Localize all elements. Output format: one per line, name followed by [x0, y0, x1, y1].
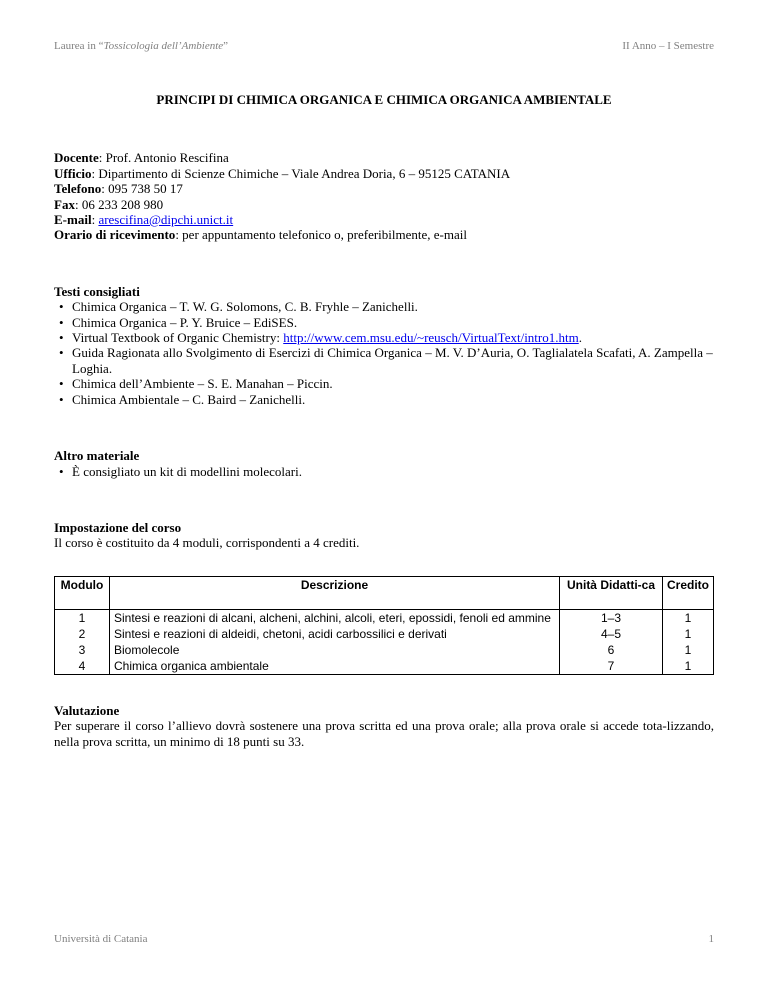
impostazione-text: Il corso è costituito da 4 moduli, corrispondenti a 4 crediti.	[54, 535, 360, 551]
orario-line: Orario di ricevimento: per appuntamento telefonico o, preferibilmente, e-mail	[54, 227, 467, 243]
email-link[interactable]: arescifina@dipchi.unict.it	[98, 212, 234, 228]
cell-credito: 1	[663, 642, 714, 658]
list-item: • Virtual Textbook of Organic Chemistry: http://www.cem.msu.edu/~reusch/VirtualText/intro1.htm.	[54, 330, 714, 345]
testi-heading: Testi consigliati	[54, 283, 140, 299]
testi-list	[54, 299, 714, 407]
table-row	[55, 609, 714, 626]
altro-heading: Altro materiale	[54, 448, 140, 464]
footer-left: Università di Catania	[54, 933, 148, 945]
col-descrizione: Descrizione	[110, 576, 560, 609]
list-item: • Chimica dell’Ambiente – S. E. Manahan – Piccin.	[54, 376, 714, 391]
document-title: PRINCIPI DI CHIMICA ORGANICA E CHIMICA ORGANICA AMBIENTALE	[156, 92, 612, 107]
header-right: II Anno – I Semestre	[622, 40, 714, 52]
col-unita: Unità Didatti-ca	[560, 576, 663, 609]
cell-descrizione: Biomolecole	[110, 642, 560, 658]
virtual-textbook-link[interactable]: http://www.cem.msu.edu/~reusch/VirtualText/intro1.htm	[283, 330, 579, 346]
table-row	[55, 642, 714, 658]
cell-descrizione: Chimica organica ambientale	[110, 658, 560, 675]
page-content	[54, 92, 714, 749]
impostazione-heading: Impostazione del corso	[54, 519, 182, 535]
docente-line: Docente: Prof. Antonio Rescifina	[54, 150, 229, 166]
cell-modulo: 3	[55, 642, 110, 658]
list-item: • Chimica Organica – T. W. G. Solomons, C. B. Fryhle – Zanichelli.	[54, 299, 714, 314]
page-number: 1	[708, 933, 714, 945]
page-footer	[54, 933, 714, 945]
cell-unita: 1–3	[560, 609, 663, 626]
valutazione-section	[54, 703, 714, 749]
testi-section	[54, 284, 714, 407]
table-row	[55, 626, 714, 642]
cell-unita: 4–5	[560, 626, 663, 642]
list-item: • Chimica Ambientale – C. Baird – Zanichelli.	[54, 392, 714, 407]
valutazione-heading: Valutazione	[54, 702, 120, 718]
cell-unita: 6	[560, 642, 663, 658]
col-credito: Credito	[663, 576, 714, 609]
contact-info	[54, 150, 714, 242]
cell-descrizione: Sintesi e reazioni di aldeidi, chetoni, acidi carbossilici e derivati	[110, 626, 560, 642]
cell-modulo: 2	[55, 626, 110, 642]
list-item: • È consigliato un kit di modellini molecolari.	[54, 464, 714, 479]
table-row	[55, 658, 714, 675]
altro-list	[54, 464, 714, 479]
cell-descrizione: Sintesi e reazioni di alcani, alcheni, alchini, alcoli, eteri, epossidi, fenoli ed ammine	[110, 609, 560, 626]
cell-credito: 1	[663, 658, 714, 675]
valutazione-text: Per superare il corso l’allievo dovrà sostenere una prova scritta ed una prova orale; alla prova orale si accede tota-lizzando, nella prova scritta, un minimo di 18 punti su 33.	[54, 718, 714, 749]
ufficio-line: Ufficio: Dipartimento di Scienze Chimiche – Viale Andrea Doria, 6 – 95125 CATANIA	[54, 165, 511, 181]
header-left: Laurea in “Tossicologia dell’Ambiente”	[54, 40, 229, 52]
altro-section	[54, 448, 714, 479]
cell-modulo: 4	[55, 658, 110, 675]
table-header-row	[55, 576, 714, 609]
cell-unita: 7	[560, 658, 663, 675]
cell-credito: 1	[663, 609, 714, 626]
cell-modulo: 1	[55, 609, 110, 626]
fax-line: Fax: 06 233 208 980	[54, 196, 164, 212]
list-item: • Guida Ragionata allo Svolgimento di Esercizi di Chimica Organica – M. V. D’Auria, O. Taglialatela Scafati, A. Zampella – Loghia.	[54, 345, 714, 376]
moduli-table	[54, 576, 714, 675]
col-modulo: Modulo	[55, 576, 110, 609]
page-header	[54, 40, 714, 52]
telefono-line: Telefono: 095 738 50 17	[54, 181, 183, 197]
impostazione-section	[54, 520, 714, 551]
cell-credito: 1	[663, 626, 714, 642]
list-item: • Chimica Organica – P. Y. Bruice – EdiSES.	[54, 315, 714, 330]
email-line: E-mail: arescifina@dipchi.unict.it	[54, 212, 234, 228]
